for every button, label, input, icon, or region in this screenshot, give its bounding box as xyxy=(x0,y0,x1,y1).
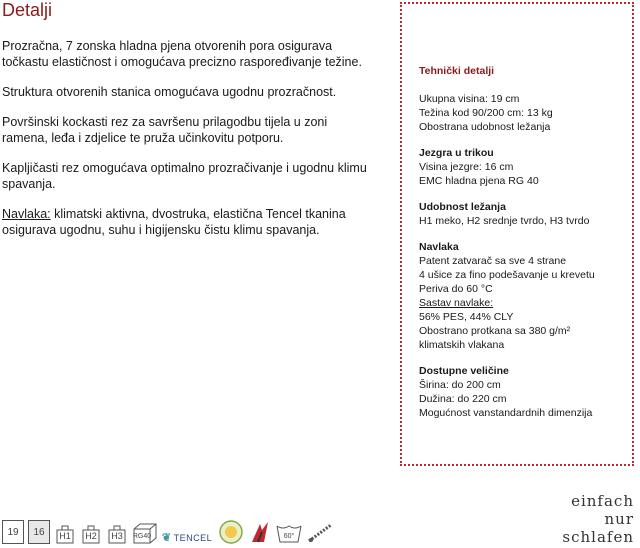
core-material: EMC hladna pjena RG 40 xyxy=(419,175,539,187)
cover-zipper: Patent zatvarač sa sve 4 strane xyxy=(419,255,567,267)
page-title: Detalji xyxy=(2,0,53,20)
composition-weave: Obostrano protkana sa 380 g/m² xyxy=(419,325,571,337)
certification-seal-icon xyxy=(216,520,246,544)
sizes-section xyxy=(419,364,629,420)
paragraph-drop-cut: Kapljičasti rez omogućava optimalno prozračivanje i ugodnu klimu spavanja. xyxy=(2,161,367,191)
feature-icons xyxy=(2,518,334,544)
core-height: Visina jezgre: 16 cm xyxy=(419,161,514,173)
h1-label: H1 xyxy=(59,531,71,541)
cover-heading: Navlaka xyxy=(419,241,459,253)
size-length: Dužina: do 220 cm xyxy=(419,393,507,405)
general-section xyxy=(419,92,629,134)
technical-details-panel xyxy=(400,2,634,466)
foam-rg40-icon xyxy=(132,522,158,544)
cover-label: Navlaka: xyxy=(2,207,51,221)
paragraph-structure: Struktura otvorenih stanica omogućava ugodnu prozračnost. xyxy=(2,85,337,99)
double-sided: Obostrana udobnost ležanja xyxy=(419,121,551,133)
cover-text: klimatski aktivna, dvostruka, elastična Tencel tkanina osigurava ugodnu, suhu i higijensku čistu klimu spavanja. xyxy=(2,207,346,237)
firmness-h1-icon xyxy=(54,522,76,544)
paragraph-cut: Površinski kockasti rez za savršenu prilagodbu tijela u zoni ramena, leđa i zdjelice te pruža učinkovitu potporu. xyxy=(2,115,328,145)
tencel-label: TENCEL xyxy=(173,532,213,543)
core-heading: Jezgra u trikou xyxy=(419,147,494,159)
composition-fibers: klimatskih vlakana xyxy=(419,339,505,351)
brand-logo-icon xyxy=(250,520,272,544)
size-custom: Mogućnost vanstandardnih dimenzija xyxy=(419,407,593,419)
weight: Težina kod 90/200 cm: 13 kg xyxy=(419,107,553,119)
comfort-heading: Udobnost ležanja xyxy=(419,201,506,213)
paragraph-cover xyxy=(2,206,372,238)
total-height: Ukupna visina: 19 cm xyxy=(419,93,520,105)
composition-label: Sastav navlake: xyxy=(419,297,494,309)
core-section xyxy=(419,146,629,188)
brand-logo xyxy=(562,492,634,546)
cover-loops: 4 ušice za fino podešavanje u krevetu xyxy=(419,269,595,281)
zipper-icon xyxy=(306,522,334,544)
height-19-icon: 19 xyxy=(2,520,24,544)
h2-label: H2 xyxy=(85,531,97,541)
core-height-16-icon: 16 xyxy=(28,520,50,544)
brand-line-3: schlafen xyxy=(562,528,634,546)
comfort-levels: H1 meko, H2 srednje tvrdo, H3 tvrdo xyxy=(419,215,590,227)
cover-wash: Periva do 60 °C xyxy=(419,283,493,295)
wash-label: 60° xyxy=(283,532,295,540)
brand-line-2: nur xyxy=(604,510,634,528)
h3-label: H3 xyxy=(111,531,123,541)
composition-ratio: 56% PES, 44% CLY xyxy=(419,311,514,323)
rg40-label: RG40 xyxy=(132,532,152,540)
cover-section xyxy=(419,240,629,352)
comfort-section xyxy=(419,200,629,228)
tencel-logo-icon: ❦ TENCEL xyxy=(161,532,213,544)
firmness-h2-icon xyxy=(80,522,102,544)
paragraph-foam: Prozračna, 7 zonska hladna pjena otvorenih pora osigurava točkastu elastičnost i omogućava precizno raspoređivanje težine. xyxy=(2,39,362,69)
firmness-h3-icon xyxy=(106,522,128,544)
brand-line-1: einfach xyxy=(571,492,634,510)
description xyxy=(2,38,372,252)
size-width: Širina: do 200 cm xyxy=(419,379,501,391)
wash-60-icon xyxy=(276,522,302,544)
sizes-heading: Dostupne veličine xyxy=(419,365,509,377)
panel-title: Tehnički detalji xyxy=(419,65,495,77)
